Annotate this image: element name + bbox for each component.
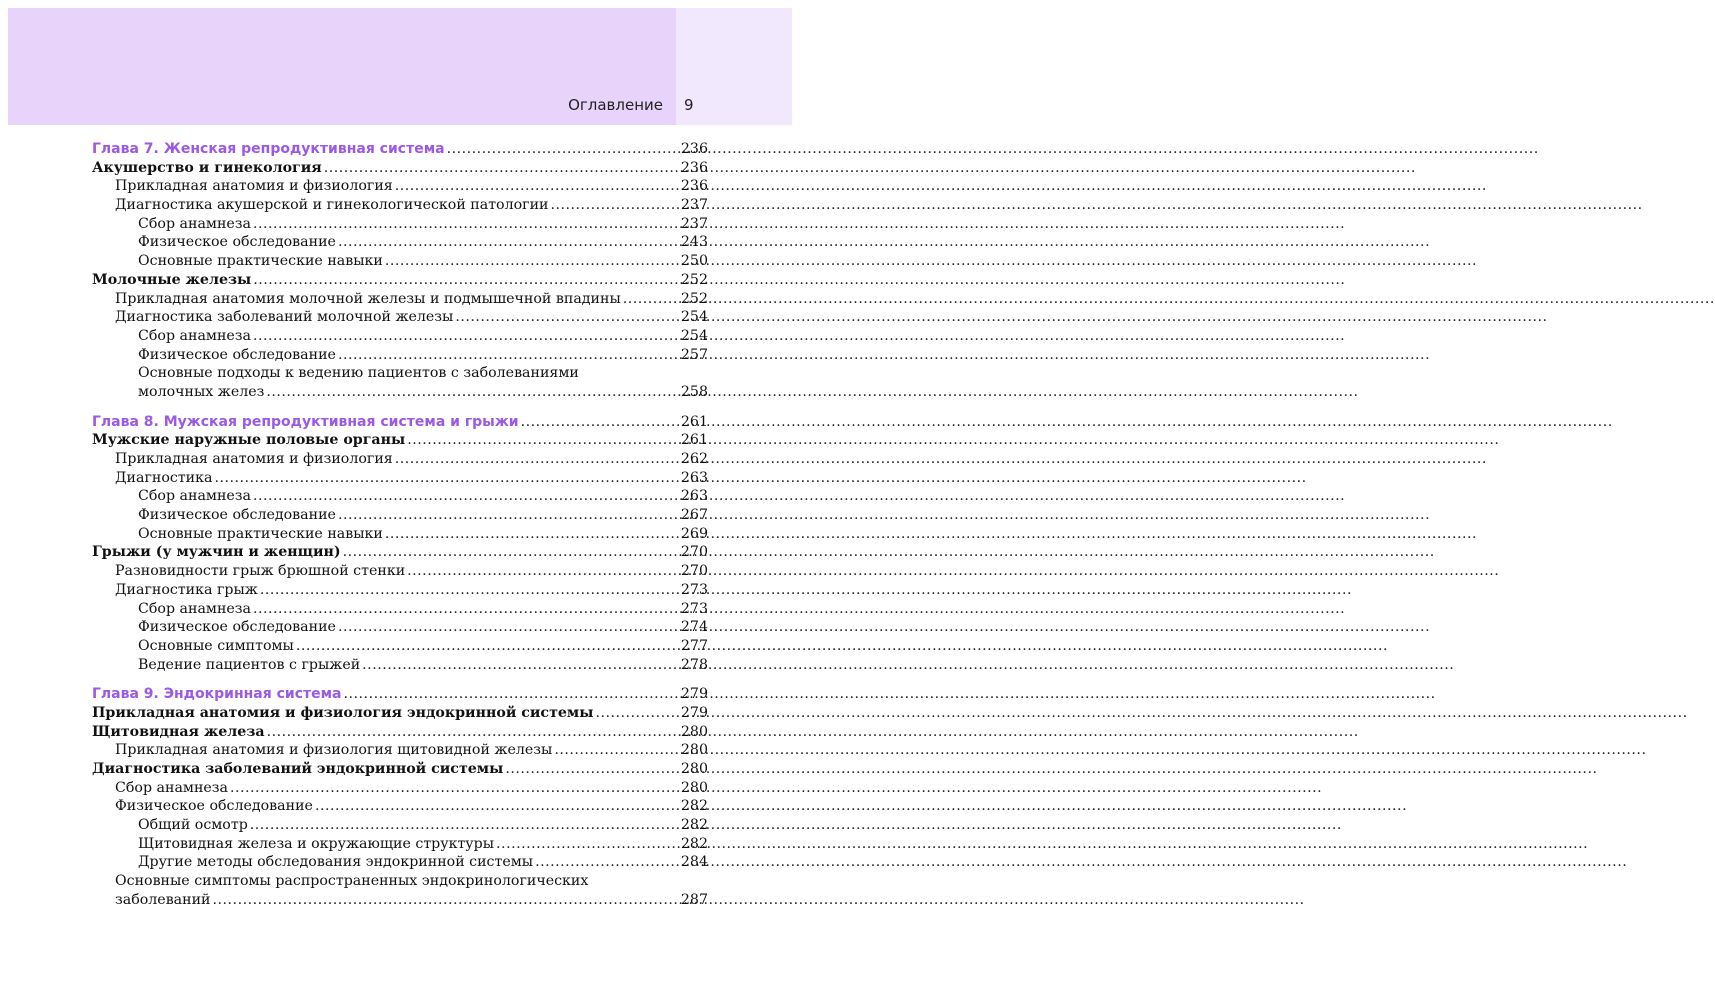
dot-leader bbox=[253, 600, 679, 619]
page-number: 9 bbox=[684, 96, 694, 114]
toc-entry-title: Грыжи (у мужчин и женщин) bbox=[92, 544, 341, 561]
toc-item[interactable] bbox=[92, 469, 708, 488]
toc-entry-page: 257 bbox=[680, 346, 708, 363]
dot-leader bbox=[395, 450, 679, 469]
toc-entry-title: Щитовидная железа bbox=[92, 723, 265, 740]
toc-entry-page: 269 bbox=[680, 525, 708, 542]
toc-chapter-7[interactable] bbox=[92, 140, 708, 159]
toc-subitem[interactable] bbox=[92, 215, 708, 234]
dot-leader bbox=[253, 327, 679, 346]
dot-leader bbox=[253, 487, 679, 506]
chapter-gap bbox=[92, 402, 708, 410]
toc-entry-title: Сбор анамнеза bbox=[138, 600, 251, 617]
toc-entry-page: 236 bbox=[680, 178, 708, 195]
toc-entry-title: Диагностика bbox=[115, 469, 213, 486]
toc-entry-title: Глава 9. Эндокринная система bbox=[92, 686, 342, 703]
toc-entry-title: Прикладная анатомия молочной железы и подмышечной впадины bbox=[115, 290, 621, 307]
toc-section[interactable] bbox=[92, 159, 708, 178]
toc-entry-title: Диагностика акушерской и гинекологической патологии bbox=[115, 197, 549, 214]
toc-entry-page: 254 bbox=[680, 309, 708, 326]
toc-item[interactable] bbox=[92, 779, 708, 798]
toc-section[interactable] bbox=[92, 431, 708, 450]
toc-entry-page: 273 bbox=[680, 581, 708, 598]
dot-leader bbox=[343, 543, 679, 562]
toc-entry-page: 280 bbox=[680, 779, 708, 796]
toc-entry-page: 279 bbox=[680, 704, 708, 721]
toc-entry-title: Основные практические навыки bbox=[138, 525, 383, 542]
toc-item[interactable] bbox=[92, 797, 708, 816]
dot-leader bbox=[455, 308, 679, 327]
toc-subitem[interactable] bbox=[92, 487, 708, 506]
toc-subitem-first-line[interactable]: Основные подходы к ведению пациентов с заболеваниями bbox=[138, 365, 579, 382]
toc-entry-title: Основные практические навыки bbox=[138, 253, 383, 270]
toc-entry-page: 287 bbox=[680, 891, 708, 908]
toc-entry-title: Общий осмотр bbox=[138, 817, 248, 834]
toc-entry-page: 263 bbox=[680, 469, 708, 486]
toc-entry-title: Сбор анамнеза bbox=[115, 779, 228, 796]
toc-entry-title: Прикладная анатомия и физиология щитовидной железы bbox=[115, 742, 553, 759]
toc-entry-page: 282 bbox=[680, 835, 708, 852]
toc-item[interactable] bbox=[92, 741, 708, 760]
toc-entry-title: Физическое обследование bbox=[138, 619, 336, 636]
toc-entry-title: Глава 7. Женская репродуктивная система bbox=[92, 141, 445, 157]
dot-leader bbox=[385, 525, 679, 544]
toc-entry-page: 262 bbox=[680, 451, 708, 467]
toc-entry-title: молочных желез bbox=[138, 383, 265, 400]
dot-leader bbox=[385, 252, 679, 271]
toc-section[interactable] bbox=[92, 543, 708, 562]
toc-entry-title: Другие методы обследования эндокринной системы bbox=[138, 854, 534, 871]
dot-leader bbox=[447, 140, 679, 159]
toc-entry-page: 280 bbox=[680, 723, 708, 740]
toc-subitem[interactable] bbox=[92, 618, 708, 637]
dot-leader bbox=[267, 723, 679, 742]
dot-leader bbox=[338, 506, 679, 525]
toc-entry-page: 278 bbox=[680, 656, 708, 673]
toc-item[interactable] bbox=[92, 581, 708, 600]
table-of-contents bbox=[92, 137, 708, 910]
dot-leader bbox=[338, 233, 679, 252]
dot-leader bbox=[554, 741, 679, 760]
toc-entry-page: 263 bbox=[680, 488, 708, 505]
dot-leader bbox=[551, 196, 679, 215]
toc-section[interactable] bbox=[92, 760, 708, 779]
dot-leader bbox=[362, 656, 679, 675]
dot-leader bbox=[395, 177, 679, 196]
toc-subitem[interactable] bbox=[92, 346, 708, 365]
dot-leader bbox=[315, 797, 679, 816]
toc-item[interactable] bbox=[92, 450, 708, 469]
toc-subitem[interactable] bbox=[92, 637, 708, 656]
toc-entry-page: 270 bbox=[680, 563, 708, 580]
dot-leader bbox=[214, 469, 678, 488]
toc-subitem[interactable] bbox=[92, 853, 708, 872]
toc-entry-title: Сбор анамнеза bbox=[138, 488, 251, 505]
dot-leader bbox=[338, 618, 679, 637]
toc-chapter-9[interactable] bbox=[92, 685, 708, 704]
toc-entry-title: Физическое обследование bbox=[138, 507, 336, 524]
toc-entry-page: 261 bbox=[680, 432, 708, 449]
toc-item[interactable] bbox=[92, 308, 708, 327]
dot-leader bbox=[407, 431, 679, 450]
toc-entry-page: 237 bbox=[680, 197, 708, 214]
toc-subitem[interactable] bbox=[92, 233, 708, 252]
dot-leader bbox=[407, 562, 679, 581]
toc-entry-page: 270 bbox=[680, 544, 708, 561]
toc-entry-title: Физическое обследование bbox=[138, 346, 336, 363]
toc-entry-page: 261 bbox=[680, 413, 708, 430]
toc-entry-title: Диагностика заболеваний молочной железы bbox=[115, 309, 454, 326]
toc-entry-title: Глава 8. Мужская репродуктивная система и грыжи bbox=[92, 413, 519, 430]
toc-entry-title: Мужские наружные половые органы bbox=[92, 432, 406, 449]
toc-subitem[interactable] bbox=[92, 656, 708, 675]
dot-leader bbox=[324, 159, 679, 178]
toc-entry-page: 279 bbox=[680, 686, 708, 703]
toc-item[interactable] bbox=[92, 196, 708, 215]
toc-chapter-8[interactable] bbox=[92, 413, 708, 432]
dot-leader bbox=[623, 290, 679, 309]
dot-leader bbox=[253, 271, 679, 290]
dot-leader bbox=[266, 383, 679, 402]
toc-entry-title: Диагностика грыж bbox=[115, 581, 258, 598]
dot-leader bbox=[296, 637, 679, 656]
toc-entry-title: Молочные железы bbox=[92, 271, 252, 288]
toc-entry-page: 254 bbox=[680, 327, 708, 344]
running-title: Оглавление bbox=[568, 96, 663, 114]
toc-item[interactable] bbox=[92, 290, 708, 309]
dot-leader bbox=[496, 835, 679, 854]
toc-entry-title: Физическое обследование bbox=[138, 234, 336, 251]
toc-entry-title: Щитовидная железа и окружающие структуры bbox=[138, 835, 495, 852]
toc-entry-title: Акушерство и гинекология bbox=[92, 159, 322, 176]
toc-entry-page: 277 bbox=[680, 637, 708, 654]
dot-leader bbox=[253, 215, 679, 234]
toc-entry-page: 280 bbox=[680, 761, 708, 777]
toc-entry-title: Диагностика заболеваний эндокринной системы bbox=[92, 761, 504, 777]
toc-entry-title: Прикладная анатомия и физиология эндокринной системы bbox=[92, 704, 594, 721]
toc-entry-page: 243 bbox=[680, 234, 708, 251]
dot-leader bbox=[230, 779, 679, 798]
toc-item[interactable] bbox=[92, 177, 708, 196]
toc-section[interactable] bbox=[92, 271, 708, 290]
toc-entry-page: 273 bbox=[680, 600, 708, 617]
dot-leader bbox=[213, 891, 679, 910]
toc-item[interactable] bbox=[92, 562, 708, 581]
toc-entry-page: 236 bbox=[680, 159, 708, 176]
dot-leader bbox=[535, 853, 679, 872]
toc-entry-page: 274 bbox=[680, 619, 708, 636]
toc-entry-page: 252 bbox=[680, 271, 708, 288]
toc-entry-title: Разновидности грыж брюшной стенки bbox=[115, 563, 406, 580]
dot-leader bbox=[250, 816, 679, 835]
toc-entry-page: 282 bbox=[680, 798, 708, 815]
dot-leader bbox=[521, 413, 679, 432]
toc-entry-page: 236 bbox=[680, 141, 708, 157]
toc-subitem[interactable] bbox=[92, 600, 708, 619]
toc-entry-title: заболеваний bbox=[115, 891, 211, 908]
toc-item[interactable] bbox=[92, 891, 708, 910]
toc-entry-title: Сбор анамнеза bbox=[138, 215, 251, 232]
toc-entry-title: Физическое обследование bbox=[115, 798, 313, 815]
toc-subitem[interactable] bbox=[92, 383, 708, 402]
toc-entry-page: 282 bbox=[680, 817, 708, 834]
toc-entry-title: Основные симптомы bbox=[138, 637, 294, 654]
dot-leader bbox=[344, 685, 679, 704]
toc-subitem[interactable] bbox=[92, 252, 708, 271]
toc-entry-title: Прикладная анатомия и физиология bbox=[115, 178, 393, 195]
toc-section[interactable] bbox=[92, 723, 708, 742]
dot-leader bbox=[260, 581, 679, 600]
toc-subitem[interactable] bbox=[92, 816, 708, 835]
toc-entry-page: 258 bbox=[680, 383, 708, 400]
toc-entry-title: Сбор анамнеза bbox=[138, 327, 251, 344]
chapter-gap bbox=[92, 674, 708, 682]
toc-entry-page: 280 bbox=[680, 742, 708, 759]
toc-subitem[interactable] bbox=[92, 835, 708, 854]
toc-entry-page: 252 bbox=[680, 290, 708, 307]
dot-leader bbox=[338, 346, 679, 365]
toc-subitem[interactable] bbox=[92, 525, 708, 544]
toc-subitem[interactable] bbox=[92, 327, 708, 346]
toc-entry-page: 237 bbox=[680, 215, 708, 232]
toc-entry-page: 284 bbox=[680, 854, 708, 871]
dot-leader bbox=[505, 760, 679, 779]
toc-entry-page: 250 bbox=[680, 253, 708, 270]
toc-section[interactable] bbox=[92, 704, 708, 723]
toc-item-first-line[interactable]: Основные симптомы распространенных эндокринологических bbox=[115, 873, 589, 890]
toc-entry-page: 267 bbox=[680, 507, 708, 524]
toc-entry-title: Ведение пациентов с грыжей bbox=[138, 656, 361, 673]
dot-leader bbox=[595, 704, 678, 723]
toc-subitem[interactable] bbox=[92, 506, 708, 525]
toc-entry-title: Прикладная анатомия и физиология bbox=[115, 451, 393, 467]
